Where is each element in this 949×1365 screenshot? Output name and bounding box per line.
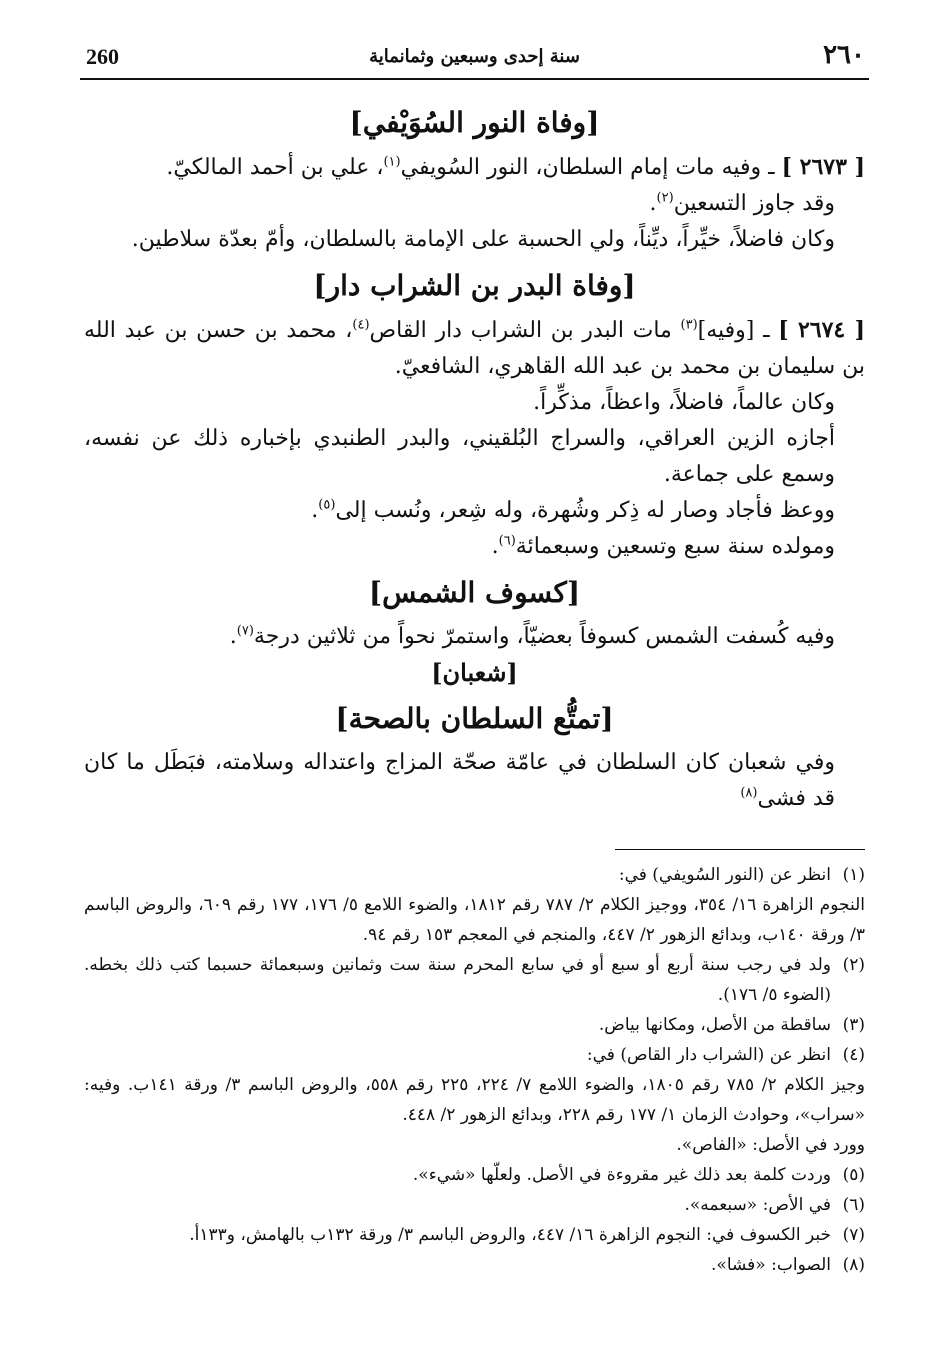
footnote-text: وردت كلمة بعد ذلك غير مقروءة في الأصل. ولعلّها «شيء».: [412, 1165, 831, 1185]
footnote-ref: (٥): [318, 497, 336, 513]
entry-text: .: [311, 498, 319, 523]
entry-text: .: [649, 191, 657, 216]
entry-text: ومولده سنة سبع وتسعين وسبعمائة: [515, 534, 835, 559]
footnote-text: خبر الكسوف في: النجوم الزاهرة ١٦/ ٤٤٧، والروض الباسم ٣/ ورقة ١٣٢ب بالهامش، و١٣٣أ.: [189, 1225, 831, 1245]
entry-2673-description: وكان فاضلاً، خيِّراً، ديِّناً، ولي الحسبة على الإمامة بالسلطان، وأمّ بعدّة سلاطين.: [131, 227, 835, 252]
page-number-arabic: ٢٦٠: [823, 40, 865, 70]
footnote-number: (٨): [842, 1255, 865, 1275]
entry-text: ووعظ فأجاد وصار له ذِكر وشُهرة، وله شِعر، ونُسب إلى: [335, 498, 835, 523]
entry-text: ـ وفيه مات إمام السلطان، النور السُويفي: [400, 155, 782, 180]
footnote-ref: (٤): [352, 317, 370, 333]
footnote-1-continuation: النجوم الزاهرة ١٦/ ٣٥٤، ووجيز الكلام ٢/ ٧٨٧ رقم ١٨١٢، والضوء اللامع ٥/ ١٧٦، ١٧٧ رقم ٦٠٩، والروض الباسم ٣/ ورقة ١٤٠ب، وبدائع الزهور ٢/ ٤٤٧، والمنجم في المعجم ١٥٣ رقم ٩٤.: [84, 895, 865, 945]
footnote-number: (٧): [842, 1225, 865, 1245]
entry-2673: [84, 149, 865, 186]
page-number-latin: 260: [86, 44, 119, 69]
footnote-text: ساقطة من الأصل، ومكانها بياض.: [598, 1015, 831, 1035]
entry-text: وفيه كُسفت الشمس كسوفاً بعضيّاً، واستمرّ نحواً من ثلاثين درجة: [253, 624, 835, 649]
entry-text: ، علي بن أحمد المالكيّ.: [166, 155, 384, 180]
footnote-text: انظر عن (الشراب دار القاص) في:: [586, 1045, 831, 1065]
footnote-ref: (٣): [680, 317, 698, 333]
section-heading-sultan-health: [تمتُّع السلطان بالصحة]: [335, 702, 614, 735]
footnote-5: [84, 1160, 865, 1190]
section-heading-badr-sharrab: [وفاة البدر بن الشراب دار]: [313, 269, 636, 302]
entry-text: .: [491, 534, 499, 559]
entry-text: ، محمد بن حسن بن عبد الله بن سليمان بن محمد بن عبد الله القاهري، الشافعيّ.: [84, 318, 865, 379]
entry-2674-qualities: وكان عالماً، فاضلاً، واعظاً، مذكِّراً.: [533, 390, 835, 415]
entry-text: ـ [وفيه]: [697, 318, 779, 343]
entry-2674-birth: [84, 529, 865, 565]
footnote-text: في الأص: «سبعمه».: [684, 1195, 831, 1215]
entry-text: .: [229, 624, 237, 649]
footnotes: [84, 860, 865, 1280]
footnote-ref: (٧): [236, 623, 254, 639]
footnote-8: [84, 1250, 865, 1280]
entry-2674: [84, 312, 865, 385]
footnote-ref: (٢): [656, 190, 674, 206]
footnote-number: (٣): [842, 1015, 865, 1035]
footnote-text: انظر عن (النور السُويفي) في:: [618, 865, 831, 885]
footnote-ref: (٨): [740, 785, 758, 801]
footnote-4: [84, 1040, 865, 1070]
entry-2673-age: [84, 186, 865, 222]
footnote-number: (٢): [842, 955, 865, 975]
entry-text: وقد جاوز التسعين: [673, 191, 835, 216]
footnote-ref: (٦): [498, 533, 516, 549]
main-text: [84, 95, 865, 817]
footnote-3: [84, 1010, 865, 1040]
footnote-number: (٤): [842, 1045, 865, 1065]
footnote-number: (١): [842, 865, 865, 885]
footnote-2: [84, 950, 865, 1010]
entry-2674-preaching: [84, 493, 865, 529]
footnote-number: (٦): [842, 1195, 865, 1215]
footnote-body: [84, 860, 831, 890]
entry-text: وفي شعبان كان السلطان في عامّة صحّة المزاج واعتداله وسلامته، فبَطَل ما كان قد فشى: [84, 750, 835, 811]
running-title: سنة إحدى وسبعين وثمانماية: [369, 46, 580, 67]
footnote-text: الصواب: «فشا».: [711, 1255, 831, 1275]
entry-2674-ijaza: أجازه الزين العراقي، والسراج البُلقيني، والبدر الطنبدي بإخباره ذلك عن نفسه، وسمع على جماعة.: [84, 426, 835, 487]
footnote-7: [84, 1220, 865, 1250]
section-heading-nur-suwayfi: [وفاة النور السُوَيْفي]: [349, 106, 600, 139]
footnote-number: (٥): [842, 1165, 865, 1185]
eclipse-paragraph: [84, 619, 865, 655]
footnote-4-continuation: وجيز الكلام ٢/ ٧٨٥ رقم ١٨٠٥، والضوء اللامع ٧/ ٢٢٤، ٢٢٥ رقم ٥٥٨، والروض الباسم ٣/ ورقة ١٤١ب. وفيه: «سراب»، وحوادث الزمان ١/ ١٧٧ رقم ٢٢٨، وبدائع الزهور ٢/ ٤٤٨.: [84, 1075, 866, 1125]
footnote-ref: (١): [383, 154, 401, 170]
page-header: [80, 36, 869, 80]
footnote-1: [84, 860, 865, 890]
entry-number: [ ٢٦٧٣ ]: [781, 154, 865, 180]
month-heading-shaban: [شعبان]: [431, 658, 518, 687]
section-heading-eclipse: [كسوف الشمس]: [368, 576, 581, 609]
entry-number: [ ٢٦٧٤ ]: [778, 317, 865, 343]
footnote-6: [84, 1190, 865, 1220]
footnote-4-note: وورد في الأصل: «الفاص».: [676, 1135, 865, 1155]
entry-text: مات البدر بن الشراب دار القاص: [369, 318, 681, 343]
health-paragraph: [84, 745, 865, 817]
footnote-text: ولد في رجب سنة أربع أو سبع أو في سابع المحرم سنة ست وثمانين وسبعمائة حسبما كتب ذلك بخطه. (الضوء ٥/ ١٧٦).: [84, 955, 831, 1005]
footnote-separator: [615, 849, 865, 850]
